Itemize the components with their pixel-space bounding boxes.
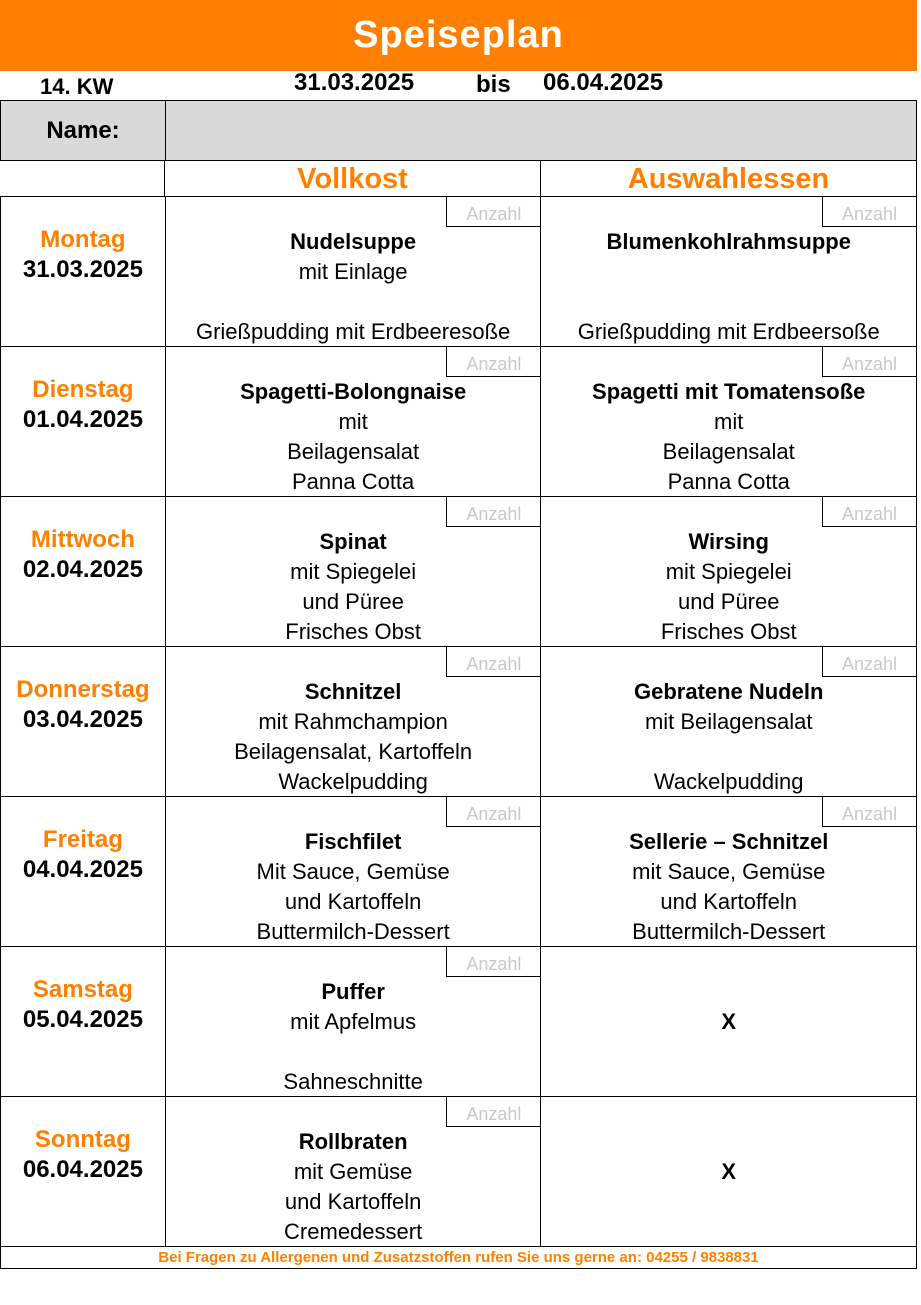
meal-cell-auswahl [541,497,916,646]
anzahl-field[interactable]: Anzahl [446,947,540,977]
meal-title: Spagetti-Bolongnaise [240,379,467,404]
day-cell [1,647,166,796]
day-name: Sonntag [34,1126,131,1153]
meal-line: und Kartoffeln [284,1189,422,1214]
meal-line [541,737,916,767]
bis-label: bis [476,71,511,98]
column-header-vollkost: Vollkost [165,160,541,196]
anzahl-field[interactable]: Anzahl [446,1097,540,1127]
meal-title: Nudelsuppe [290,229,417,254]
meal-cell-auswahl [541,1097,916,1246]
day-cell [1,947,166,1096]
meal-cell-vollkost [166,1097,542,1246]
menu-table [0,197,917,1247]
meal-title: Wirsing [688,529,769,554]
day-date: 05.04.2025 [22,1006,143,1033]
anzahl-field[interactable]: Anzahl [822,497,916,527]
anzahl-field[interactable]: Anzahl [822,347,916,377]
day-date: 06.04.2025 [22,1156,143,1183]
meal-title: Blumenkohlrahmsuppe [606,229,851,254]
day-name: Dienstag [32,376,134,403]
meal-line: und Kartoffeln [284,889,422,914]
anzahl-field[interactable]: Anzahl [822,647,916,677]
anzahl-field[interactable]: Anzahl [822,197,916,227]
meal-title: Schnitzel [304,679,402,704]
meal-cell-vollkost [166,797,542,946]
date-to: 06.04.2025 [543,69,664,96]
page-title: Speiseplan [0,0,917,71]
date-from: 31.03.2025 [294,69,415,96]
day-date: 01.04.2025 [22,406,143,433]
meal-title: Rollbraten [298,1129,408,1154]
day-cell [1,347,166,496]
meal-title: Fischfilet [304,829,402,854]
meal-line: Grießpudding mit Erdbeeresoße [195,319,511,344]
day-row [0,497,917,647]
no-meal-mark: X [721,1159,737,1184]
meal-line: mit Sauce, Gemüse [632,859,826,884]
meal-cell-auswahl [541,947,916,1096]
meal-line: Cremedessert [284,1219,423,1244]
day-name: Samstag [32,976,133,1003]
day-date: 02.04.2025 [22,556,143,583]
meal-cell-auswahl [541,347,916,496]
meal-line: mit [338,409,368,434]
meal-line: mit Rahmchampion [258,709,448,734]
meal-cell-auswahl [541,197,916,346]
meal-title: Spagetti mit Tomatensoße [592,379,866,404]
column-header-auswahlessen: Auswahlessen [541,160,917,196]
meal-line: mit [714,409,744,434]
meal-line: mit Spiegelei [290,559,417,584]
meal-cell-vollkost [166,197,542,346]
no-meal-mark: X [721,1009,737,1034]
meal-line [166,287,541,317]
day-row [0,1097,917,1247]
meal-line: mit Beilagensalat [644,709,813,734]
meal-line: Panna Cotta [291,469,415,494]
day-cell [1,1097,166,1246]
meal-line: Beilagensalat [662,439,795,464]
anzahl-field[interactable]: Anzahl [822,797,916,827]
day-name: Donnerstag [16,676,150,703]
day-row [0,197,917,347]
meal-line: mit Spiegelei [665,559,792,584]
meal-line [541,257,916,287]
meal-line: Grießpudding mit Erdbeersoße [577,319,880,344]
day-cell [1,497,166,646]
column-header-row [0,160,917,197]
meal-line: mit Apfelmus [290,1009,417,1034]
day-cell [1,197,166,346]
meal-line: Wackelpudding [653,769,804,794]
day-cell [1,797,166,946]
meal-line: Beilagensalat [287,439,420,464]
meal-line: Mit Sauce, Gemüse [256,859,450,884]
meal-line: Panna Cotta [667,469,790,494]
meal-line: Sahneschnitte [283,1069,423,1094]
day-name: Freitag [42,826,123,853]
meal-line: und Kartoffeln [660,889,798,914]
meal-cell-auswahl [541,797,916,946]
meal-cell-vollkost [166,947,542,1096]
day-name: Montag [40,226,126,253]
meal-cell-vollkost [166,647,542,796]
allergen-footer: Bei Fragen zu Allergenen und Zusatzstoffen rufen Sie uns gerne an: 04255 / 9838831 [0,1246,917,1269]
meal-cell-auswahl [541,647,916,796]
meal-title: Spinat [319,529,387,554]
meal-line: Buttermilch-Dessert [256,919,450,944]
meal-line: mit Gemüse [293,1159,413,1184]
meal-cell-vollkost [166,497,542,646]
meal-line [166,1037,541,1067]
meal-line [541,287,916,317]
anzahl-field[interactable]: Anzahl [446,197,540,227]
anzahl-field[interactable]: Anzahl [446,797,540,827]
meal-title: Puffer [321,979,385,1004]
meal-line: Buttermilch-Dessert [632,919,826,944]
header-spacer [0,160,165,196]
meal-line: und Püree [302,589,404,614]
day-name: Mittwoch [30,526,135,553]
meal-line: Beilagensalat, Kartoffeln [234,739,473,764]
anzahl-field[interactable]: Anzahl [446,647,540,677]
meal-line: mit Einlage [298,259,408,284]
meal-line: Wackelpudding [278,769,428,794]
day-row [0,347,917,497]
meal-title: Gebratene Nudeln [633,679,824,704]
day-row [0,797,917,947]
meal-line: Frisches Obst [285,619,421,644]
anzahl-field[interactable]: Anzahl [446,347,540,377]
week-label: 14. KW [40,74,114,99]
meal-line: Frisches Obst [660,619,797,644]
meal-cell-vollkost [166,347,542,496]
day-date: 04.04.2025 [22,856,143,883]
day-row [0,947,917,1097]
name-row [0,100,917,161]
meal-title: Sellerie – Schnitzel [629,829,829,854]
day-row [0,647,917,797]
name-field[interactable] [166,101,916,160]
meal-line: und Püree [677,589,780,614]
day-date: 03.04.2025 [22,706,143,733]
day-date: 31.03.2025 [22,256,143,283]
name-label: Name: [1,101,166,160]
anzahl-field[interactable]: Anzahl [446,497,540,527]
